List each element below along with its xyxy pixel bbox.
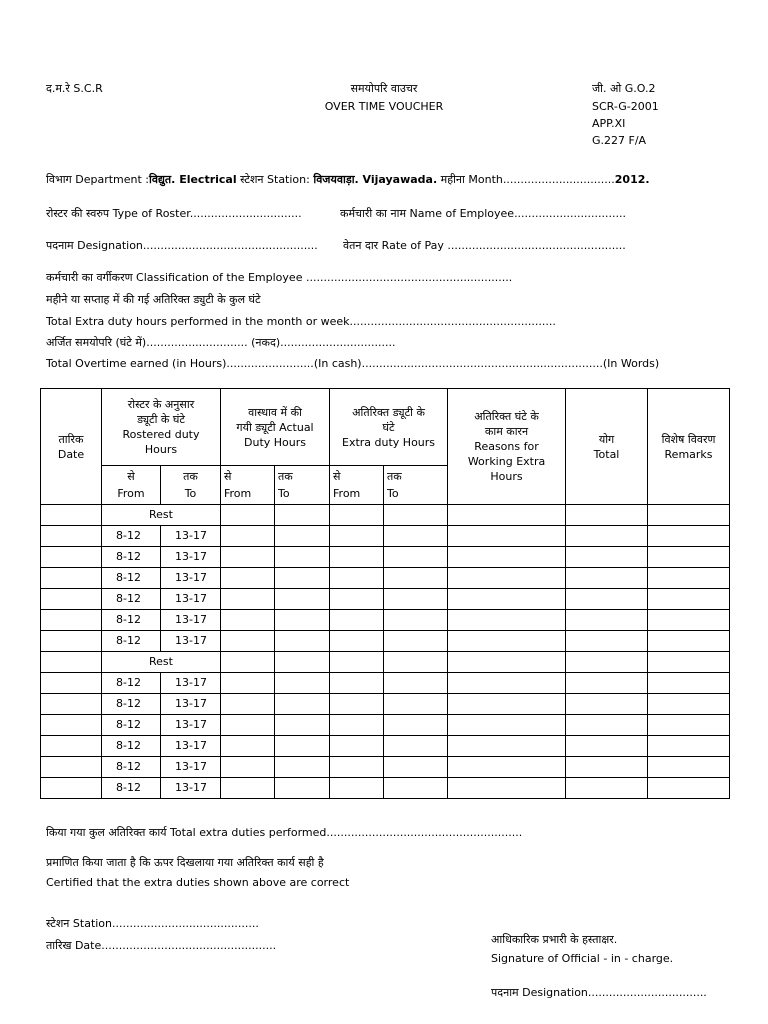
actual-to-cell[interactable] bbox=[275, 568, 330, 589]
actual-from-cell[interactable] bbox=[221, 757, 275, 778]
total-cell[interactable] bbox=[566, 757, 648, 778]
date-cell[interactable] bbox=[41, 610, 102, 631]
actual-from-cell[interactable] bbox=[221, 610, 275, 631]
date-cell[interactable] bbox=[41, 736, 102, 757]
rest-cell: Rest bbox=[102, 505, 221, 526]
actual-from-cell[interactable] bbox=[221, 631, 275, 652]
table-row bbox=[41, 610, 730, 631]
date-cell[interactable] bbox=[41, 505, 102, 526]
overtime-hindi-field[interactable]: ............................. bbox=[146, 336, 248, 349]
total-cell[interactable] bbox=[566, 505, 648, 526]
actual-to-cell[interactable] bbox=[275, 610, 330, 631]
actual-to-cell[interactable] bbox=[275, 715, 330, 736]
extra-to-cell[interactable] bbox=[384, 778, 448, 799]
remarks-cell[interactable] bbox=[648, 715, 730, 736]
rostered-to-cell: 13-17 bbox=[161, 547, 221, 568]
rostered-from-cell: 8-12 bbox=[102, 673, 161, 694]
rostered-to-cell: 13-17 bbox=[161, 673, 221, 694]
reasons-cell[interactable] bbox=[448, 757, 566, 778]
total-cell[interactable] bbox=[566, 547, 648, 568]
total-performed-line bbox=[46, 826, 522, 840]
rostered-to-cell: 13-17 bbox=[161, 568, 221, 589]
employee-label: कर्मचारी का नाम Name of Employee bbox=[340, 207, 515, 220]
certified-hindi: प्रमाणित किया जाता है कि ऊपर दिखलाया गया अतिरिक्त कार्य सही है bbox=[46, 856, 324, 869]
extra-to-cell[interactable] bbox=[384, 736, 448, 757]
form-code-g227: G.227 F/A bbox=[592, 134, 647, 147]
employee-field[interactable]: ................................ bbox=[514, 207, 626, 220]
actual-from-cell[interactable] bbox=[221, 736, 275, 757]
extra-from-cell[interactable] bbox=[330, 715, 384, 736]
rostered-to-cell: 13-17 bbox=[161, 694, 221, 715]
extra-hours-field[interactable]: ........................................................... bbox=[349, 315, 556, 328]
reasons-cell[interactable] bbox=[448, 505, 566, 526]
extra-from-cell[interactable] bbox=[330, 547, 384, 568]
extra-from-cell[interactable] bbox=[330, 694, 384, 715]
station-label: स्टेशन Station: bbox=[236, 173, 314, 186]
actual-to-cell[interactable] bbox=[275, 736, 330, 757]
extra-to-cell[interactable] bbox=[384, 505, 448, 526]
total-performed-label: किया गया कुल अतिरिक्त कार्य Total extra duties performed bbox=[46, 826, 327, 839]
department-label: विभाग Department : bbox=[46, 173, 150, 186]
footer-station-field[interactable]: .......................................... bbox=[112, 917, 259, 930]
office-code: द.म.रे S.C.R bbox=[46, 82, 103, 95]
rostered-to-cell: 13-17 bbox=[161, 631, 221, 652]
rostered-to-cell: 13-17 bbox=[161, 526, 221, 547]
actual-to-cell[interactable] bbox=[275, 694, 330, 715]
table-row bbox=[41, 547, 730, 568]
pay-label: वेतन दार Rate of Pay bbox=[343, 239, 444, 252]
total-cell[interactable] bbox=[566, 736, 648, 757]
date-header: तारिक Date bbox=[41, 389, 102, 505]
extra-to-cell[interactable] bbox=[384, 547, 448, 568]
month-year: 2012. bbox=[614, 173, 650, 186]
remarks-cell[interactable] bbox=[648, 505, 730, 526]
extra-to-cell[interactable] bbox=[384, 757, 448, 778]
table-row bbox=[41, 652, 730, 673]
month-field[interactable]: ................................ bbox=[502, 173, 615, 186]
roster-line bbox=[46, 207, 302, 221]
date-cell[interactable] bbox=[41, 526, 102, 547]
extra-from-cell[interactable] bbox=[330, 673, 384, 694]
actual-from-header: से From bbox=[221, 466, 275, 505]
extra-header: अतिरिक्त ड्यूटी के घंटे Extra duty Hours bbox=[330, 389, 448, 466]
overtime-table bbox=[40, 388, 730, 799]
designation-field[interactable]: .................................................. bbox=[142, 239, 318, 252]
extra-to-cell[interactable] bbox=[384, 694, 448, 715]
date-cell[interactable] bbox=[41, 631, 102, 652]
overtime-field[interactable]: ......................... bbox=[226, 357, 314, 370]
date-cell[interactable] bbox=[41, 778, 102, 799]
extra-from-cell[interactable] bbox=[330, 757, 384, 778]
voucher-title: OVER TIME VOUCHER bbox=[324, 100, 444, 113]
cash-hindi-field[interactable]: ................................. bbox=[280, 336, 396, 349]
extra-from-cell[interactable] bbox=[330, 736, 384, 757]
classification-line bbox=[46, 271, 512, 285]
actual-to-header: तक To bbox=[275, 466, 330, 505]
total-cell[interactable] bbox=[566, 694, 648, 715]
overtime-line bbox=[46, 357, 659, 371]
table-row bbox=[41, 673, 730, 694]
footer-date-label: तारिख Date bbox=[46, 939, 102, 952]
actual-from-cell[interactable] bbox=[221, 652, 275, 673]
rostered-to-cell: 13-17 bbox=[161, 589, 221, 610]
extra-to-cell[interactable] bbox=[384, 631, 448, 652]
station-value: विजयवाड़ा. Vijayawada. bbox=[313, 173, 438, 186]
rostered-from-cell: 8-12 bbox=[102, 694, 161, 715]
rostered-from-cell: 8-12 bbox=[102, 736, 161, 757]
date-cell[interactable] bbox=[41, 715, 102, 736]
date-cell[interactable] bbox=[41, 652, 102, 673]
month-label: महीना Month bbox=[437, 173, 503, 186]
form-code-app: APP.XI bbox=[592, 117, 626, 130]
actual-to-cell[interactable] bbox=[275, 631, 330, 652]
extra-to-cell[interactable] bbox=[384, 715, 448, 736]
table-row bbox=[41, 568, 730, 589]
rostered-from-cell: 8-12 bbox=[102, 757, 161, 778]
rostered-from-header: से From bbox=[102, 466, 161, 505]
date-cell[interactable] bbox=[41, 547, 102, 568]
actual-header: वास्धाव में की गयी ड्यूटी Actual Duty Hours bbox=[221, 389, 330, 466]
department-line bbox=[46, 173, 650, 187]
remarks-cell[interactable] bbox=[648, 568, 730, 589]
total-cell[interactable] bbox=[566, 778, 648, 799]
total-cell[interactable] bbox=[566, 526, 648, 547]
reasons-cell[interactable] bbox=[448, 736, 566, 757]
actual-from-cell[interactable] bbox=[221, 778, 275, 799]
total-cell[interactable] bbox=[566, 568, 648, 589]
reasons-cell[interactable] bbox=[448, 778, 566, 799]
form-code-go: जी. ओ G.O.2 bbox=[592, 82, 656, 95]
table-row bbox=[41, 589, 730, 610]
footer-designation-field[interactable]: .................................. bbox=[587, 986, 707, 999]
extra-to-cell[interactable] bbox=[384, 673, 448, 694]
classification-label: कर्मचारी का वर्गीकरण Classification of the Employee bbox=[46, 271, 303, 284]
actual-from-cell[interactable] bbox=[221, 547, 275, 568]
extra-from-cell[interactable] bbox=[330, 505, 384, 526]
table-row bbox=[41, 505, 730, 526]
actual-to-cell[interactable] bbox=[275, 757, 330, 778]
rostered-to-cell: 13-17 bbox=[161, 736, 221, 757]
extra-hours-line bbox=[46, 315, 556, 329]
roster-label: रोस्टर की स्वरुप Type of Roster bbox=[46, 207, 190, 220]
remarks-cell[interactable] bbox=[648, 526, 730, 547]
extra-hours-label: Total Extra duty hours performed in the month or week bbox=[46, 315, 350, 328]
reasons-cell[interactable] bbox=[448, 715, 566, 736]
table-row bbox=[41, 736, 730, 757]
actual-from-cell[interactable] bbox=[221, 715, 275, 736]
classification-field[interactable]: ........................................................... bbox=[305, 271, 513, 284]
table-row bbox=[41, 778, 730, 799]
extra-to-cell[interactable] bbox=[384, 589, 448, 610]
pay-line bbox=[343, 239, 626, 253]
footer-designation-label: पदनाम Designation bbox=[491, 986, 588, 999]
actual-from-cell[interactable] bbox=[221, 694, 275, 715]
overtime-label: Total Overtime earned (in Hours) bbox=[46, 357, 227, 370]
actual-to-cell[interactable] bbox=[275, 652, 330, 673]
rostered-from-cell: 8-12 bbox=[102, 589, 161, 610]
reasons-cell[interactable] bbox=[448, 694, 566, 715]
actual-to-cell[interactable] bbox=[275, 526, 330, 547]
extra-from-cell[interactable] bbox=[330, 610, 384, 631]
actual-to-cell[interactable] bbox=[275, 673, 330, 694]
extra-to-cell[interactable] bbox=[384, 526, 448, 547]
remarks-cell[interactable] bbox=[648, 757, 730, 778]
signature-english: Signature of Official - in - charge. bbox=[491, 952, 674, 965]
total-cell[interactable] bbox=[566, 631, 648, 652]
designation-label: पदनाम Designation bbox=[46, 239, 143, 252]
total-cell[interactable] bbox=[566, 673, 648, 694]
total-performed-field[interactable]: ........................................................ bbox=[326, 826, 523, 839]
reasons-cell[interactable] bbox=[448, 568, 566, 589]
footer-station-label: स्टेशन Station bbox=[46, 917, 113, 930]
rostered-from-cell: 8-12 bbox=[102, 547, 161, 568]
table-row bbox=[41, 757, 730, 778]
in-cash-label: (In cash) bbox=[313, 357, 362, 370]
rostered-to-cell: 13-17 bbox=[161, 757, 221, 778]
overtime-hindi-label: अर्जित समयोपरि (घंटे में) bbox=[46, 336, 147, 349]
date-cell[interactable] bbox=[41, 694, 102, 715]
remarks-cell[interactable] bbox=[648, 589, 730, 610]
certified-english: Certified that the extra duties shown above are correct bbox=[46, 876, 350, 889]
table-body bbox=[41, 505, 730, 799]
remarks-header: विशेष विवरण Remarks bbox=[648, 389, 730, 505]
actual-from-cell[interactable] bbox=[221, 526, 275, 547]
footer-date-line bbox=[46, 939, 276, 953]
remarks-cell[interactable] bbox=[648, 673, 730, 694]
rostered-header: रोस्टर के अनुसार ड्यूटी के घंटे Rostered duty Hours bbox=[102, 389, 221, 466]
actual-to-cell[interactable] bbox=[275, 589, 330, 610]
extra-hours-hindi: महीने या सप्ताह में की गई अतिरिक्त ड्युटी के कुल घंटे bbox=[46, 293, 261, 306]
extra-from-cell[interactable] bbox=[330, 526, 384, 547]
voucher-title-hindi: समयोपरि वाउचर bbox=[350, 82, 418, 95]
reasons-cell[interactable] bbox=[448, 652, 566, 673]
rostered-from-cell: 8-12 bbox=[102, 715, 161, 736]
department-value: विद्युत. Electrical bbox=[149, 173, 237, 186]
table-row bbox=[41, 715, 730, 736]
rostered-from-cell: 8-12 bbox=[102, 631, 161, 652]
rostered-from-cell: 8-12 bbox=[102, 610, 161, 631]
date-cell[interactable] bbox=[41, 589, 102, 610]
reasons-header: अतिरिक्त घंटे के काम कारन Reasons for Working Extra Hours bbox=[448, 389, 566, 505]
actual-to-cell[interactable] bbox=[275, 778, 330, 799]
date-cell[interactable] bbox=[41, 568, 102, 589]
table-row bbox=[41, 694, 730, 715]
extra-from-cell[interactable] bbox=[330, 631, 384, 652]
remarks-cell[interactable] bbox=[648, 631, 730, 652]
extra-from-cell[interactable] bbox=[330, 652, 384, 673]
date-cell[interactable] bbox=[41, 757, 102, 778]
reasons-cell[interactable] bbox=[448, 673, 566, 694]
extra-to-cell[interactable] bbox=[384, 652, 448, 673]
extra-from-header: से From bbox=[330, 466, 384, 505]
actual-from-cell[interactable] bbox=[221, 568, 275, 589]
remarks-cell[interactable] bbox=[648, 694, 730, 715]
reasons-cell[interactable] bbox=[448, 547, 566, 568]
remarks-cell[interactable] bbox=[648, 547, 730, 568]
extra-to-header: तक To bbox=[384, 466, 448, 505]
remarks-cell[interactable] bbox=[648, 778, 730, 799]
rostered-from-cell: 8-12 bbox=[102, 526, 161, 547]
date-cell[interactable] bbox=[41, 673, 102, 694]
rostered-from-cell: 8-12 bbox=[102, 568, 161, 589]
remarks-cell[interactable] bbox=[648, 652, 730, 673]
reasons-cell[interactable] bbox=[448, 610, 566, 631]
extra-to-cell[interactable] bbox=[384, 610, 448, 631]
rostered-to-cell: 13-17 bbox=[161, 715, 221, 736]
extra-from-cell[interactable] bbox=[330, 589, 384, 610]
rostered-to-cell: 13-17 bbox=[161, 610, 221, 631]
rostered-to-header: तक To bbox=[161, 466, 221, 505]
remarks-cell[interactable] bbox=[648, 610, 730, 631]
in-cash-field[interactable]: ..................................................................... bbox=[361, 357, 603, 370]
table-row bbox=[41, 526, 730, 547]
remarks-cell[interactable] bbox=[648, 736, 730, 757]
table-row bbox=[41, 631, 730, 652]
rest-cell: Rest bbox=[102, 652, 221, 673]
extra-from-cell[interactable] bbox=[330, 778, 384, 799]
total-cell[interactable] bbox=[566, 610, 648, 631]
actual-from-cell[interactable] bbox=[221, 589, 275, 610]
footer-station-line bbox=[46, 917, 259, 931]
cash-hindi-label: (नकद) bbox=[251, 336, 281, 349]
total-cell[interactable] bbox=[566, 652, 648, 673]
overtime-hindi-line bbox=[46, 336, 396, 350]
total-cell[interactable] bbox=[566, 589, 648, 610]
reasons-cell[interactable] bbox=[448, 631, 566, 652]
rostered-to-cell: 13-17 bbox=[161, 778, 221, 799]
actual-from-cell[interactable] bbox=[221, 505, 275, 526]
employee-line bbox=[340, 207, 626, 221]
extra-from-cell[interactable] bbox=[330, 568, 384, 589]
in-words-label: (In Words) bbox=[602, 357, 660, 370]
actual-to-cell[interactable] bbox=[275, 505, 330, 526]
actual-from-cell[interactable] bbox=[221, 673, 275, 694]
form-code-scr: SCR-G-2001 bbox=[592, 100, 659, 113]
pay-field[interactable]: ................................................... bbox=[447, 239, 626, 252]
extra-to-cell[interactable] bbox=[384, 568, 448, 589]
footer-date-field[interactable]: .................................................. bbox=[101, 939, 277, 952]
designation-line bbox=[46, 239, 318, 253]
roster-field[interactable]: ................................ bbox=[189, 207, 302, 220]
footer-designation-line bbox=[491, 986, 707, 1000]
total-cell[interactable] bbox=[566, 715, 648, 736]
reasons-cell[interactable] bbox=[448, 526, 566, 547]
actual-to-cell[interactable] bbox=[275, 547, 330, 568]
rostered-from-cell: 8-12 bbox=[102, 778, 161, 799]
reasons-cell[interactable] bbox=[448, 589, 566, 610]
total-header: योग Total bbox=[566, 389, 648, 505]
signature-hindi: आधिकारिक प्रभारी के हस्ताक्षर. bbox=[491, 933, 618, 946]
